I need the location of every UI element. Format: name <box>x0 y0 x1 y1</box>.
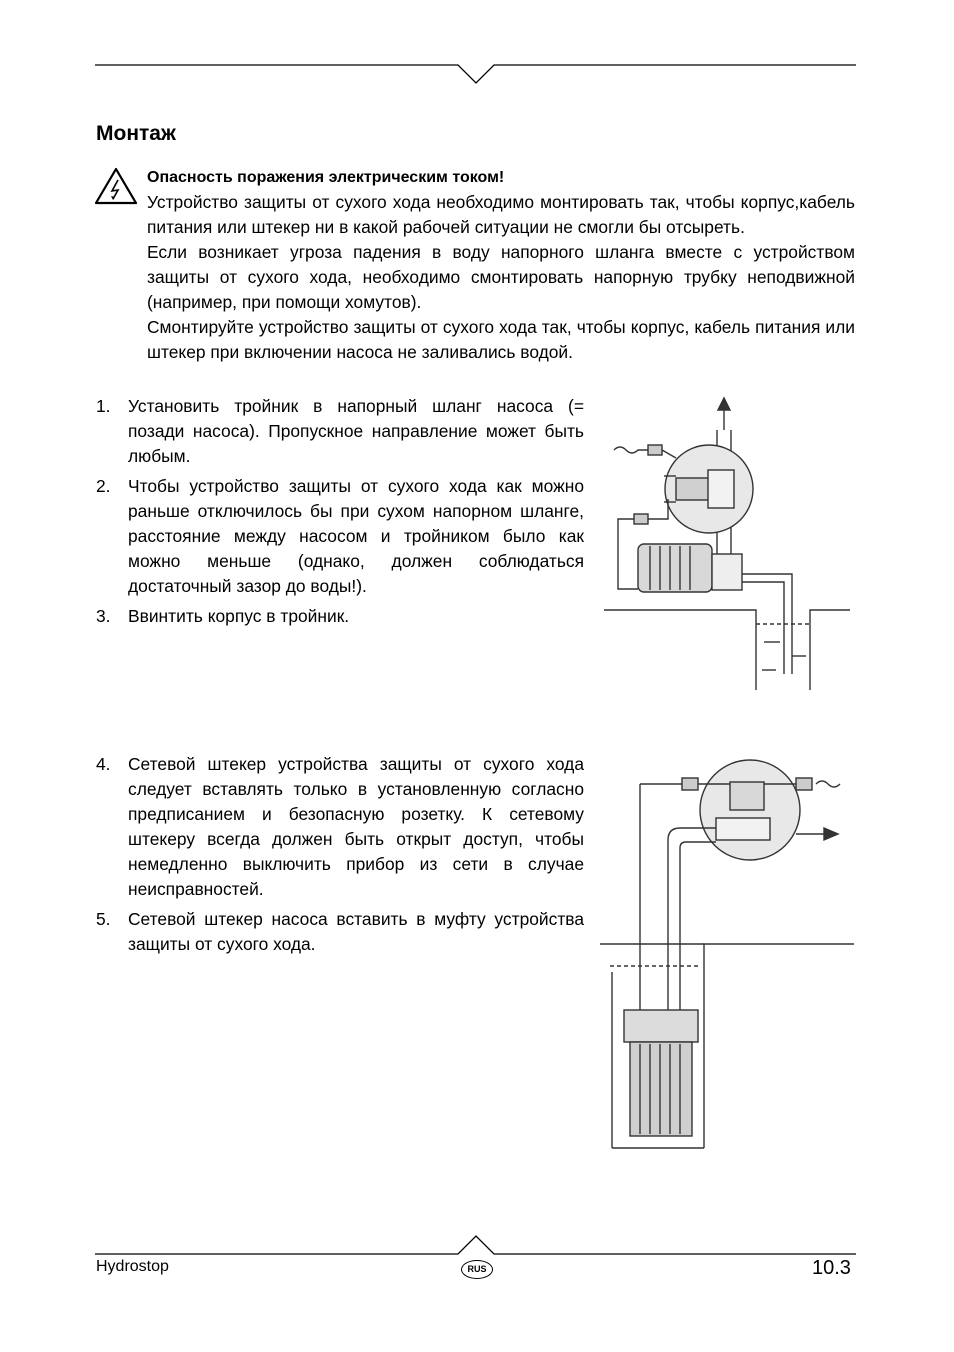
page-number: 10.3 <box>812 1257 851 1279</box>
step-number: 1. <box>96 396 111 416</box>
step-item <box>96 604 584 629</box>
step-text: Чтобы устройство защиты от сухого хода как можно раньше отключилось бы при сухом напорном шланге, расстояние между насосом и тройником было как можно меньше (однако, должен соблюдаться достаточный зазор до воды!). <box>128 476 584 596</box>
warning-paragraph-3: Смонтируйте устройство защиты от сухого хода так, чтобы корпус, кабель питания или штекер при включении насоса не заливались водой. <box>147 317 855 362</box>
step-item <box>96 394 584 469</box>
electric-hazard-icon <box>94 167 138 205</box>
warning-paragraph-1: Устройство защиты от сухого хода необходимо монтировать так, чтобы корпус,кабель питания или штекер ни в какой рабочей ситуации не смогли бы отсыреть. <box>147 192 855 237</box>
step-item <box>96 907 584 957</box>
step-text: Сетевой штекер устройства защиты от сухого хода следует вставлять только в установленную согласно предписанием и безопасную розетку. К сетевому штекеру всегда должен быть открыт доступ, чтобы немедленно выключить прибор из сети в случае неисправностей. <box>128 754 584 899</box>
steps-list-1 <box>96 394 584 634</box>
footer-rule <box>0 1228 954 1258</box>
surface-pump-installation-diagram <box>604 394 850 690</box>
step-text: Ввинтить корпус в тройник. <box>128 606 350 626</box>
step-item <box>96 474 584 599</box>
step-item <box>96 752 584 902</box>
step-text: Сетевой штекер насоса вставить в муфту устройства защиты от сухого хода. <box>128 909 584 954</box>
submersible-pump-installation-diagram <box>600 752 854 1152</box>
header-rule <box>0 0 954 90</box>
step-number: 2. <box>96 476 111 496</box>
step-text: Установить тройник в напорный шланг насоса (= позади насоса). Пропускное направление может быть любым. <box>128 396 584 466</box>
warning-title: Опасность поражения электрическим током! <box>147 169 505 186</box>
footer-product-name: Hydrostop <box>96 1258 169 1275</box>
steps-list-2 <box>96 752 584 962</box>
language-badge: RUS <box>461 1260 493 1279</box>
page-title: Монтаж <box>96 122 176 145</box>
step-number: 5. <box>96 909 111 929</box>
warning-block <box>147 165 855 365</box>
step-number: 3. <box>96 606 111 626</box>
step-number: 4. <box>96 754 111 774</box>
warning-paragraph-2: Если возникает угроза падения в воду напорного шланга вместе с устройством защиты от сухого хода, необходимо смонтировать напорную трубку неподвижной (например, при помощи хомутов). <box>147 242 855 312</box>
